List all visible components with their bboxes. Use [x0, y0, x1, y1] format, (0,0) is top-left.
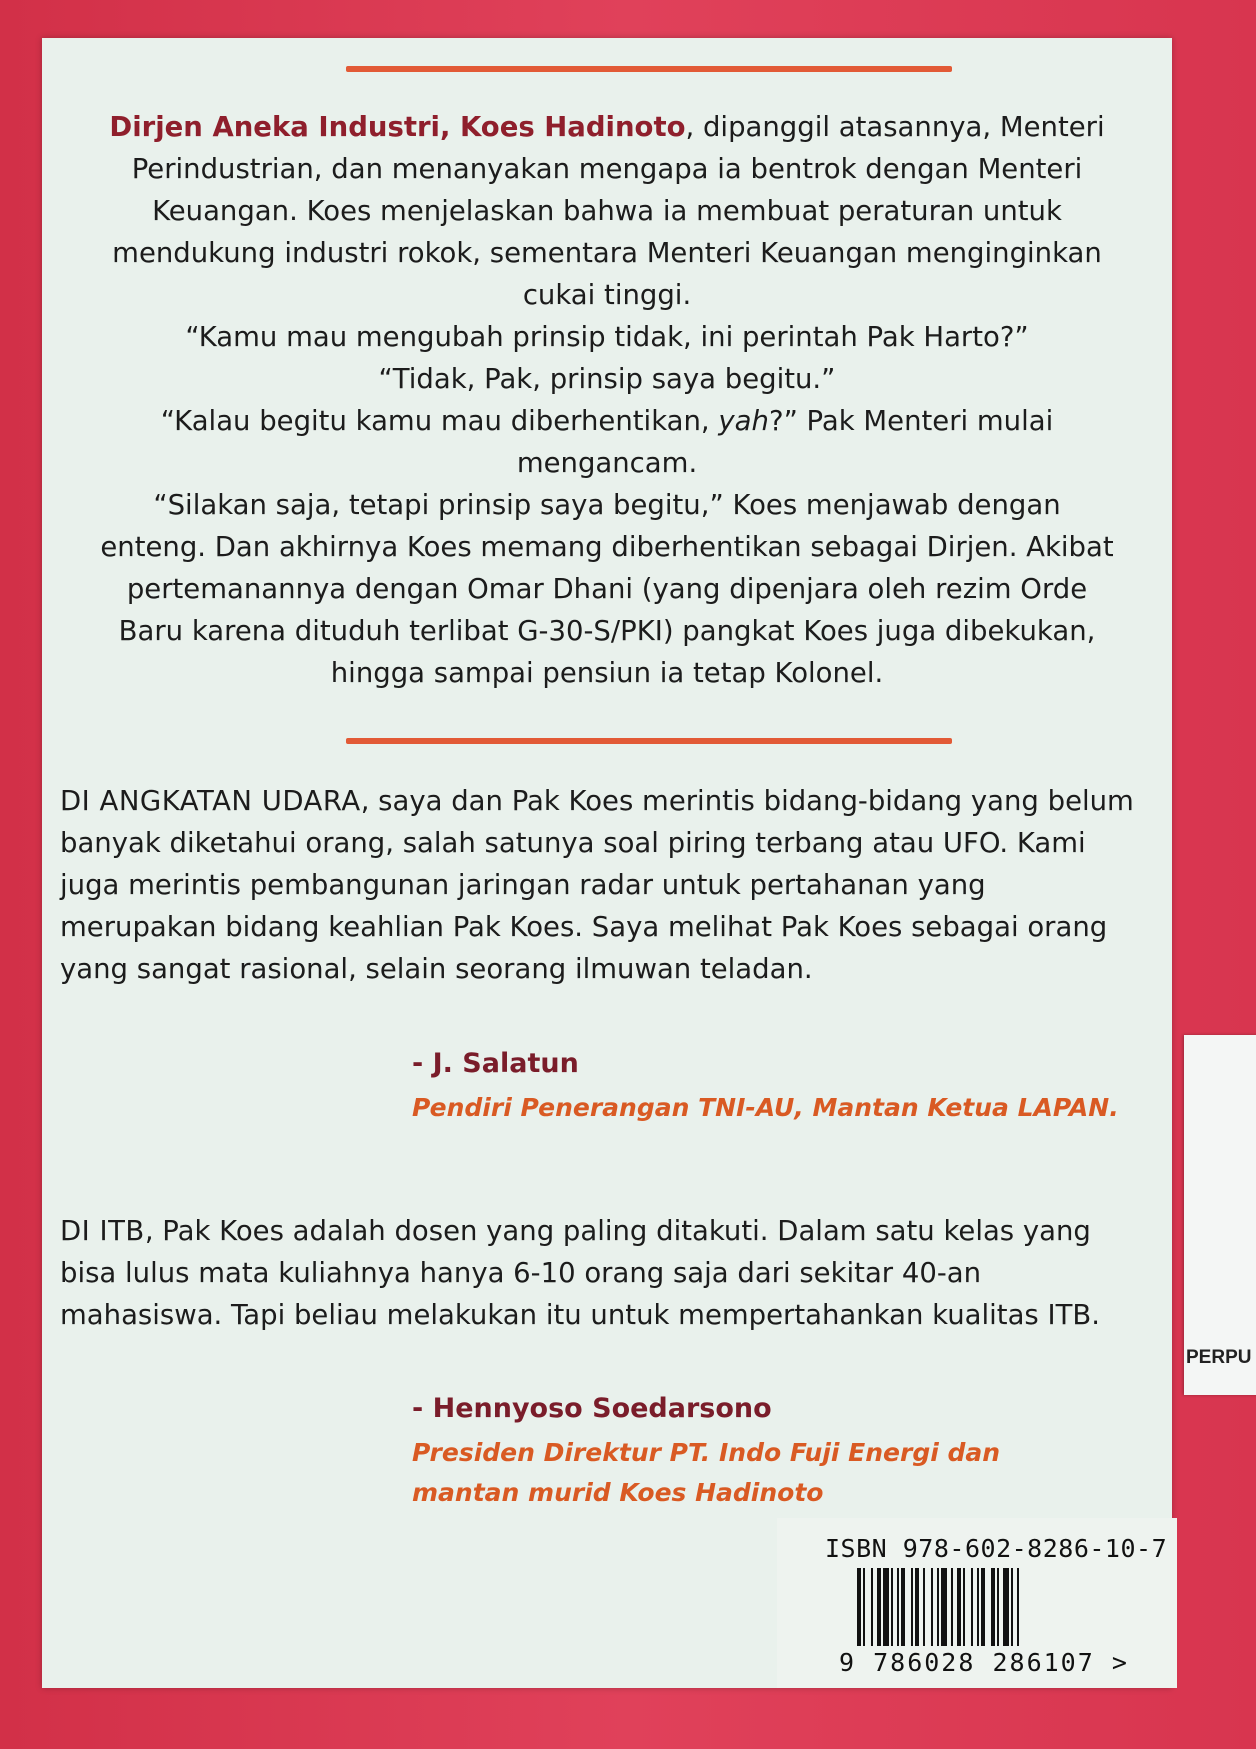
testimonial-1-author: - J. Salatun: [412, 1048, 579, 1079]
barcode-bar: [1011, 1568, 1013, 1646]
intro-paragraph-4: [97, 400, 1117, 484]
barcode-bar: [883, 1568, 889, 1646]
barcode-bar: [997, 1568, 999, 1646]
barcode-bar: [931, 1568, 933, 1646]
barcode-bar: [911, 1568, 913, 1646]
testimonial-salatun: [60, 780, 1140, 990]
top-divider: [346, 66, 952, 72]
barcode-bar: [971, 1568, 973, 1646]
testimonial-2-author: - Hennyoso Soedarsono: [412, 1393, 772, 1424]
back-cover-panel: [42, 38, 1172, 1688]
library-sticker: [1184, 1035, 1256, 1395]
testimonial-2-role-1: Presiden Direktur PT. Indo Fuji Energi dan: [412, 1438, 1001, 1467]
barcode-bar: [981, 1568, 985, 1646]
testimonial-1-lead: DI ANGKATAN UDARA: [60, 785, 361, 817]
intro-paragraph-2: “Kamu mau mengubah prinsip tidak, ini perintah Pak Harto?”: [185, 321, 1029, 353]
intro-lead: Dirjen Aneka Industri, Koes Hadinoto: [109, 111, 686, 143]
barcode-bar: [991, 1568, 995, 1646]
barcode-bar: [977, 1568, 979, 1646]
barcode-bar: [957, 1568, 961, 1646]
barcode-bar: [915, 1568, 919, 1646]
middle-divider: [346, 738, 952, 744]
testimonial-soedarsono: [60, 1210, 1140, 1336]
intro-p4-b: ?” Pak Menteri mulai mengancam.: [516, 405, 1054, 479]
isbn-barcode: [777, 1518, 1177, 1688]
barcode-bar: [863, 1568, 865, 1646]
barcode-bar: [951, 1568, 953, 1646]
intro-paragraph-3: “Tidak, Pak, prinsip saya begitu.”: [378, 363, 836, 395]
intro-excerpt: [97, 106, 1117, 694]
isbn-number: ISBN 978-602-8286-10-7: [825, 1534, 1168, 1563]
barcode-bar: [963, 1568, 965, 1646]
barcode-bar: [877, 1568, 881, 1646]
barcode-bar: [897, 1568, 899, 1646]
barcode-digits: 9 786028 286107 >: [839, 1648, 1129, 1677]
barcode-bar: [857, 1568, 861, 1646]
testimonial-1-text: , saya dan Pak Koes merintis bidang-bidang yang belum banyak diketahui orang, salah satunya soal piring terbang atau UFO. Kami juga merintis pembangunan jaringan radar untuk pertahanan yang merupakan bidang keahlian Pak Koes. Saya melihat Pak Koes sebagai orang yang sangat rasional, selain seorang ilmuwan teladan.: [60, 785, 1134, 985]
testimonial-1-role: Pendiri Penerangan TNI-AU, Mantan Ketua LAPAN.: [412, 1093, 1119, 1122]
intro-paragraph-1: [97, 106, 1117, 316]
intro-p4-em: yah: [718, 405, 769, 437]
barcode-bar: [1003, 1568, 1009, 1646]
intro-p4-a: “Kalau begitu kamu mau diberhentikan,: [160, 405, 719, 437]
testimonial-2-role-2: mantan murid Koes Hadinoto: [412, 1478, 824, 1507]
library-sticker-text: PERPU: [1186, 1347, 1252, 1368]
intro-paragraph-5: “Silakan saja, tetapi prinsip saya begitu,” Koes menjawab dengan enteng. Dan akhirnya Koes memang diberhentikan sebagai Dirjen. Akibat pertemanannya dengan Omar Dhani (yang dipenjara oleh rezim Orde Baru karena dituduh terlibat G-30-S/PKI) pangkat Koes juga dibekukan, hingga sampai pensiun ia tetap Kolonel.: [100, 489, 1114, 689]
barcode-bar: [871, 1568, 873, 1646]
barcode-bar: [937, 1568, 939, 1646]
barcode-bar: [1017, 1568, 1019, 1646]
testimonial-2-lead: DI ITB: [60, 1215, 145, 1247]
barcode-bar: [901, 1568, 905, 1646]
intro-p1-text: , dipanggil atasannya, Menteri Perindustrian, dan menanyakan mengapa ia bentrok dengan Menteri Keuangan. Koes menjelaskan bahwa ia membuat peraturan untuk mendukung industri rokok, sementara Menteri Keuangan menginginkan cukai tinggi.: [112, 111, 1105, 311]
barcode-bar: [923, 1568, 925, 1646]
barcode-bar: [891, 1568, 893, 1646]
barcode-bar: [941, 1568, 947, 1646]
testimonial-2-text: , Pak Koes adalah dosen yang paling ditakuti. Dalam satu kelas yang bisa lulus mata kuliahnya hanya 6-10 orang saja dari sekitar 40-an mahasiswa. Tapi beliau melakukan itu untuk mempertahankan kualitas ITB.: [60, 1215, 1101, 1331]
barcode-bars: [857, 1568, 1157, 1648]
